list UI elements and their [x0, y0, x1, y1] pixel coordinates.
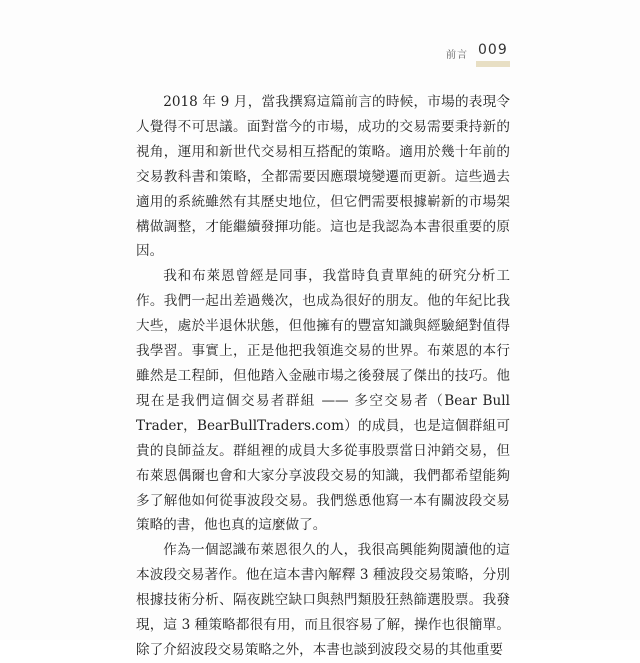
- paragraph: 我和布萊恩曾經是同事，我當時負責單純的研究分析工作。我們一起出差過幾次，也成為很好的朋友。他的年紀比我大些，處於半退休狀態，但他擁有的豐富知識與經驗絕對值得我學習。事實上，正是他把我領進交易的世界。布萊恩的本行雖然是工程師，但他踏入金融市場之後發展了傑出的技巧。他現在是我們這個交易者群組 —— 多空交易者（Bear Bull Trader，BearBullTraders.com）的成員，也是這個群組可貴的良師益友。群組裡的成員大多從事股票當日沖銷交易，但布萊恩偶爾也會和大家分享波段交易的知識，我們都希望能夠多了解他如何從事波段交易。我們慫恿他寫一本有關波段交易策略的書，他也真的這麼做了。: [136, 268, 510, 534]
- paragraph: 作為一個認識布萊恩很久的人，我很高興能夠閱讀他的這本波段交易著作。他在這本書內解釋 3 種波段交易策略，分別根據技術分析、隔夜跳空缺口與熱門類股狂熱篩選股票。我發現，這 3 種策略都很有用，而且很容易了解，操作也很簡單。除了介紹波段交易策略之外，本書也談到波段交易的其他重要: [136, 542, 510, 658]
- section-title: 前言: [446, 50, 468, 61]
- paragraph: 2018 年 9 月，當我撰寫這篇前言的時候，市場的表現令人覺得不可思議。面對當今的市場，成功的交易需要秉持新的視角，運用和新世代交易相互搭配的策略。適用於幾十年前的交易教科書和策略，全都需要因應環境變遷而更新。這些過去適用的系統雖然有其歷史地位，但它們需要根據嶄新的市場架構做調整，才能繼續發揮功能。這也是我認為本書很重要的原因。: [136, 94, 510, 260]
- page-number-underline: [476, 61, 510, 67]
- body-text: [136, 90, 510, 663]
- page-header: [446, 42, 536, 66]
- page-number: 009: [478, 42, 508, 58]
